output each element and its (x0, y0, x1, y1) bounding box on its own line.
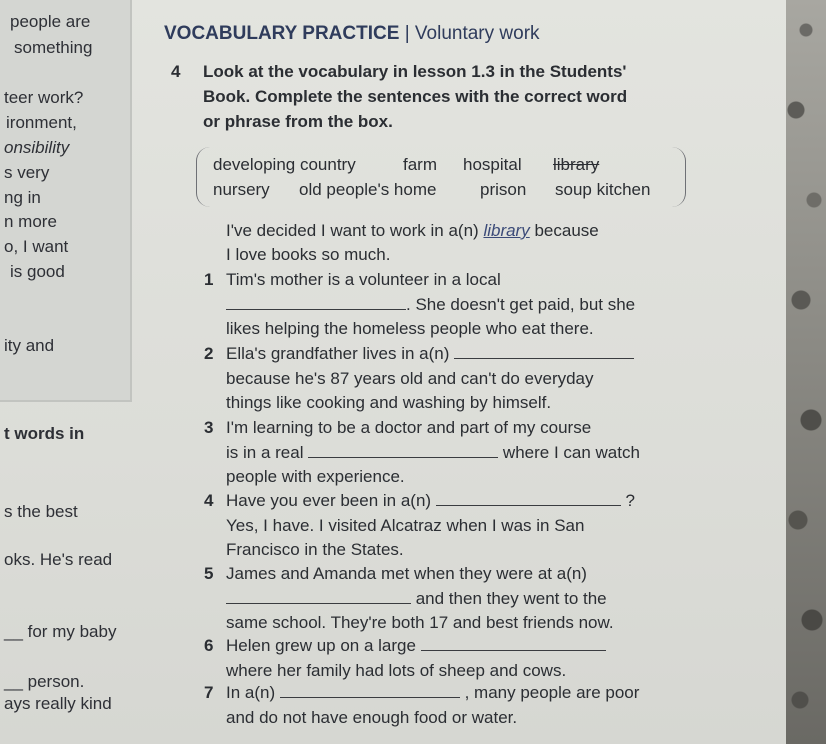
item-line (226, 467, 405, 487)
item-text: and then they went to the (411, 588, 607, 608)
item-text: where her family had lots of sheep and cows. (226, 660, 567, 680)
item-line (226, 683, 639, 703)
item-text: is in a real (226, 442, 309, 462)
item-text: I'm learning to be a doctor and part of my course (226, 418, 592, 437)
answer-blank[interactable] (226, 295, 406, 310)
item-line (226, 295, 635, 315)
left-column-line: s the best (4, 502, 78, 521)
title-main: VOCABULARY PRACTICE (164, 23, 400, 44)
item-line (226, 564, 587, 584)
item-line (226, 418, 591, 438)
item-line (226, 491, 635, 511)
left-column-line: oks. He's read (4, 550, 113, 569)
item-line (226, 369, 594, 389)
item-number: 6 (204, 636, 214, 655)
item-line (226, 393, 551, 413)
title-separator: | (404, 23, 410, 44)
item-line (226, 589, 607, 609)
answer-blank[interactable] (280, 683, 460, 698)
left-column-line: ironment, (6, 113, 77, 132)
instruction-line-1: Look at the vocabulary in lesson 1.3 in the Students' (203, 62, 627, 81)
answer-blank[interactable] (308, 443, 498, 458)
item-line (226, 540, 404, 560)
word-box-item: farm (403, 155, 437, 174)
word-box-item: old people's home (299, 180, 437, 199)
item-text: Ella's grandfather lives in a(n) (226, 344, 455, 363)
title-subtitle: Voluntary work (414, 23, 540, 44)
example-text-after: because (529, 221, 599, 240)
example-line-1 (226, 221, 599, 241)
example-line-2: I love books so much. (226, 245, 391, 264)
item-text: people with experience. (226, 467, 405, 486)
item-text: , many people are poor (459, 683, 640, 702)
left-column-line: o, I want (4, 237, 69, 256)
item-number: 1 (204, 270, 214, 289)
item-text: Helen grew up on a large (226, 636, 421, 655)
word-box-item: library (553, 155, 600, 174)
item-text: In a(n) (226, 683, 280, 702)
answer-blank[interactable] (226, 589, 411, 604)
item-number: 2 (204, 344, 214, 363)
item-text: same school. They're both 17 and best friends now. (226, 613, 614, 632)
background-fabric (786, 0, 826, 744)
item-line (226, 344, 634, 364)
item-number: 7 (204, 683, 214, 702)
word-box-item: developing country (213, 155, 356, 174)
left-column-line: t words in (4, 424, 85, 443)
item-line (226, 443, 640, 463)
item-text: ? (620, 491, 635, 510)
left-column-line: people are (10, 12, 91, 31)
left-column-line: ays really kind (4, 694, 112, 713)
left-column-line: ity and (4, 336, 55, 355)
item-text: Yes, I have. I visited Alcatraz when I was in San (226, 515, 585, 535)
item-number: 3 (204, 418, 214, 437)
item-text: Tim's mother is a volunteer in a local (226, 270, 501, 289)
example-answer: library (483, 221, 530, 240)
item-line (226, 708, 517, 728)
instruction-line-2: Book. Complete the sentences with the correct word (203, 87, 628, 106)
item-line (226, 661, 566, 681)
item-text: because he's 87 years old and can't do everyday (226, 368, 594, 388)
item-number: 5 (204, 564, 214, 583)
page-title (164, 23, 540, 45)
exercise-number: 4 (171, 62, 181, 81)
word-box-item: prison (480, 180, 527, 199)
item-text: things like cooking and washing by himself. (226, 393, 552, 412)
word-box-item: soup kitchen (555, 180, 651, 199)
item-text: Francisco in the States. (226, 540, 404, 559)
item-line (226, 636, 606, 656)
left-column-line: ng in (4, 188, 41, 207)
example-text-before: I've decided I want to work in a(n) (226, 221, 484, 240)
answer-blank[interactable] (436, 491, 621, 506)
left-column-line: something (14, 38, 93, 57)
item-line (226, 270, 501, 290)
answer-blank[interactable] (421, 636, 606, 651)
word-box-item: nursery (213, 180, 270, 199)
instruction-line-3: or phrase from the box. (203, 112, 393, 131)
item-text: James and Amanda met when they were at a(n) (226, 564, 587, 583)
item-line (226, 516, 584, 536)
item-text: likes helping the homeless people who eat there. (226, 319, 594, 338)
left-column-line: teer work? (4, 88, 84, 107)
item-number: 4 (204, 491, 214, 510)
left-column-line: onsibility (4, 138, 70, 157)
left-column-line: is good (10, 262, 65, 281)
left-column-line: n more (4, 212, 57, 231)
item-text: where I can watch (498, 442, 640, 462)
item-text: Have you ever been in a(n) (226, 491, 436, 510)
word-box-item: hospital (463, 155, 522, 174)
left-column-line: __ for my baby (4, 622, 117, 641)
answer-blank[interactable] (454, 344, 634, 359)
item-line (226, 613, 614, 633)
left-column-line: __ person. (4, 672, 85, 691)
item-line (226, 319, 594, 339)
item-text: and do not have enough food or water. (226, 707, 518, 727)
item-text: . She doesn't get paid, but she (406, 294, 636, 314)
left-column-line: s very (4, 163, 50, 182)
